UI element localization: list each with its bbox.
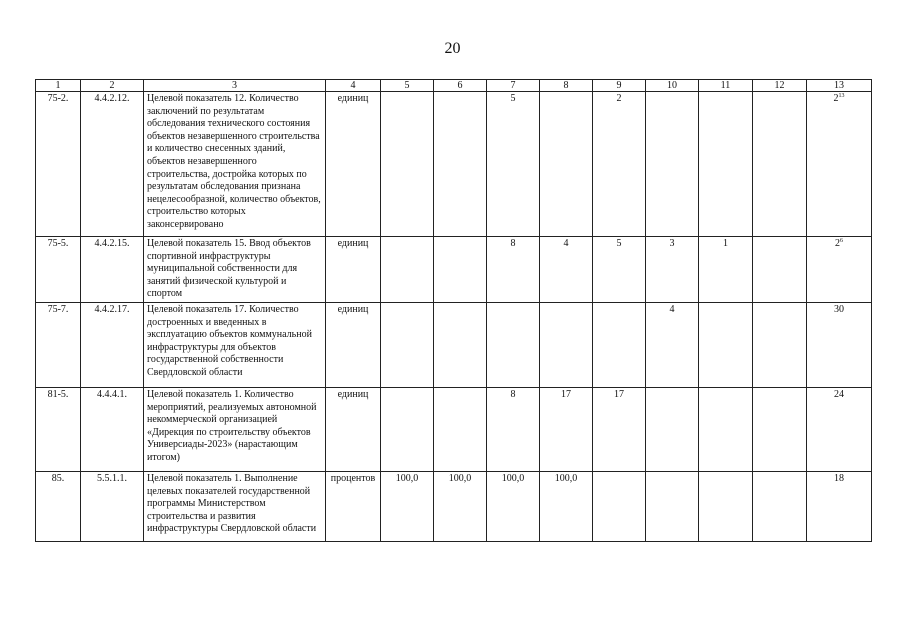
column-header: 12	[753, 80, 807, 92]
total-value: 2	[833, 93, 839, 104]
indicator-name: Целевой показатель 17. Количество достроенных и введенных в эксплуатацию объектов коммунальной инфраструктуры для объектов государственной собственности Свердловской области	[144, 302, 326, 387]
table-row	[36, 92, 872, 237]
table-row	[36, 302, 872, 387]
total-value: 18	[834, 472, 844, 484]
indicator-name: Целевой показатель 15. Ввод объектов спортивной инфраструктуры муниципальной собственности для занятий физической культурой и спортом	[144, 237, 326, 303]
value-cell	[381, 302, 434, 387]
value-cell	[646, 471, 699, 541]
value-cell	[646, 92, 699, 237]
value-cell	[381, 237, 434, 303]
unit-cell: единиц	[326, 237, 381, 303]
value-cell	[593, 302, 646, 387]
value-cell: 5	[487, 92, 540, 237]
indicator-code: 4.4.2.17.	[81, 302, 144, 387]
table-row	[36, 471, 872, 541]
value-cell	[699, 92, 753, 237]
total-value: 30	[834, 303, 844, 315]
header-row	[36, 80, 872, 92]
value-cell: 5	[593, 237, 646, 303]
value-cell: 100,0	[540, 471, 593, 541]
column-header: 8	[540, 80, 593, 92]
total-cell	[807, 387, 872, 471]
total-cell	[807, 302, 872, 387]
value-cell: 1	[699, 237, 753, 303]
value-cell	[593, 471, 646, 541]
value-cell: 4	[540, 237, 593, 303]
value-cell	[381, 387, 434, 471]
value-cell: 17	[593, 387, 646, 471]
column-header: 13	[807, 80, 872, 92]
value-cell	[753, 92, 807, 237]
unit-cell: процентов	[326, 471, 381, 541]
table-row	[36, 387, 872, 471]
indicator-table	[35, 79, 872, 542]
value-cell	[646, 387, 699, 471]
value-cell: 100,0	[434, 471, 487, 541]
footnote-ref: 6	[840, 238, 843, 244]
indicator-code: 4.4.4.1.	[81, 387, 144, 471]
column-header: 11	[699, 80, 753, 92]
value-cell	[434, 302, 487, 387]
value-cell	[540, 92, 593, 237]
unit-cell: единиц	[326, 387, 381, 471]
total-cell	[807, 237, 872, 303]
unit-cell: единиц	[326, 92, 381, 237]
value-cell	[753, 302, 807, 387]
row-number: 75-7.	[36, 302, 81, 387]
indicator-name: Целевой показатель 1. Количество мероприятий, реализуемых автономной некоммерческой организацией «Дирекция по строительству объектов Универсиады-2023» (нарастающим итогом)	[144, 387, 326, 471]
value-cell	[434, 387, 487, 471]
column-header: 4	[326, 80, 381, 92]
column-header: 9	[593, 80, 646, 92]
column-header: 10	[646, 80, 699, 92]
value-cell	[699, 302, 753, 387]
total-cell	[807, 471, 872, 541]
total-value: 2	[835, 238, 840, 249]
indicator-name: Целевой показатель 12. Количество заключений по результатам обследования технического состояния объектов незавершенного строительства и количество снесенных зданий, объектов незавершенного строительства, достройка которых по результатам обследования признана нецелесообразной, количество объектов, строительство которых законсервировано	[144, 92, 326, 237]
column-header: 3	[144, 80, 326, 92]
total-value: 24	[834, 388, 844, 400]
row-number: 81-5.	[36, 387, 81, 471]
value-cell	[487, 302, 540, 387]
column-header: 1	[36, 80, 81, 92]
value-cell	[434, 237, 487, 303]
value-cell: 3	[646, 237, 699, 303]
value-cell	[381, 92, 434, 237]
value-cell: 17	[540, 387, 593, 471]
row-number: 75-2.	[36, 92, 81, 237]
value-cell: 4	[646, 302, 699, 387]
value-cell	[699, 387, 753, 471]
indicator-code: 5.5.1.1.	[81, 471, 144, 541]
value-cell: 100,0	[487, 471, 540, 541]
row-number: 85.	[36, 471, 81, 541]
value-cell	[434, 92, 487, 237]
page-number: 20	[444, 40, 461, 57]
value-cell	[753, 387, 807, 471]
indicator-code: 4.4.2.12.	[81, 92, 144, 237]
column-header: 7	[487, 80, 540, 92]
total-cell	[807, 92, 872, 237]
indicator-code: 4.4.2.15.	[81, 237, 144, 303]
value-cell: 8	[487, 237, 540, 303]
footnote-ref: 13	[838, 93, 845, 99]
column-header: 5	[381, 80, 434, 92]
value-cell	[753, 471, 807, 541]
column-header: 6	[434, 80, 487, 92]
value-cell	[540, 302, 593, 387]
value-cell: 8	[487, 387, 540, 471]
value-cell: 2	[593, 92, 646, 237]
unit-cell: единиц	[326, 302, 381, 387]
value-cell: 100,0	[381, 471, 434, 541]
value-cell	[753, 237, 807, 303]
indicator-name: Целевой показатель 1. Выполнение целевых показателей государственной программы Министерством строительства и развития инфраструктуры Свердловской области	[144, 471, 326, 541]
table-row	[36, 237, 872, 303]
row-number: 75-5.	[36, 237, 81, 303]
column-header: 2	[81, 80, 144, 92]
value-cell	[699, 471, 753, 541]
